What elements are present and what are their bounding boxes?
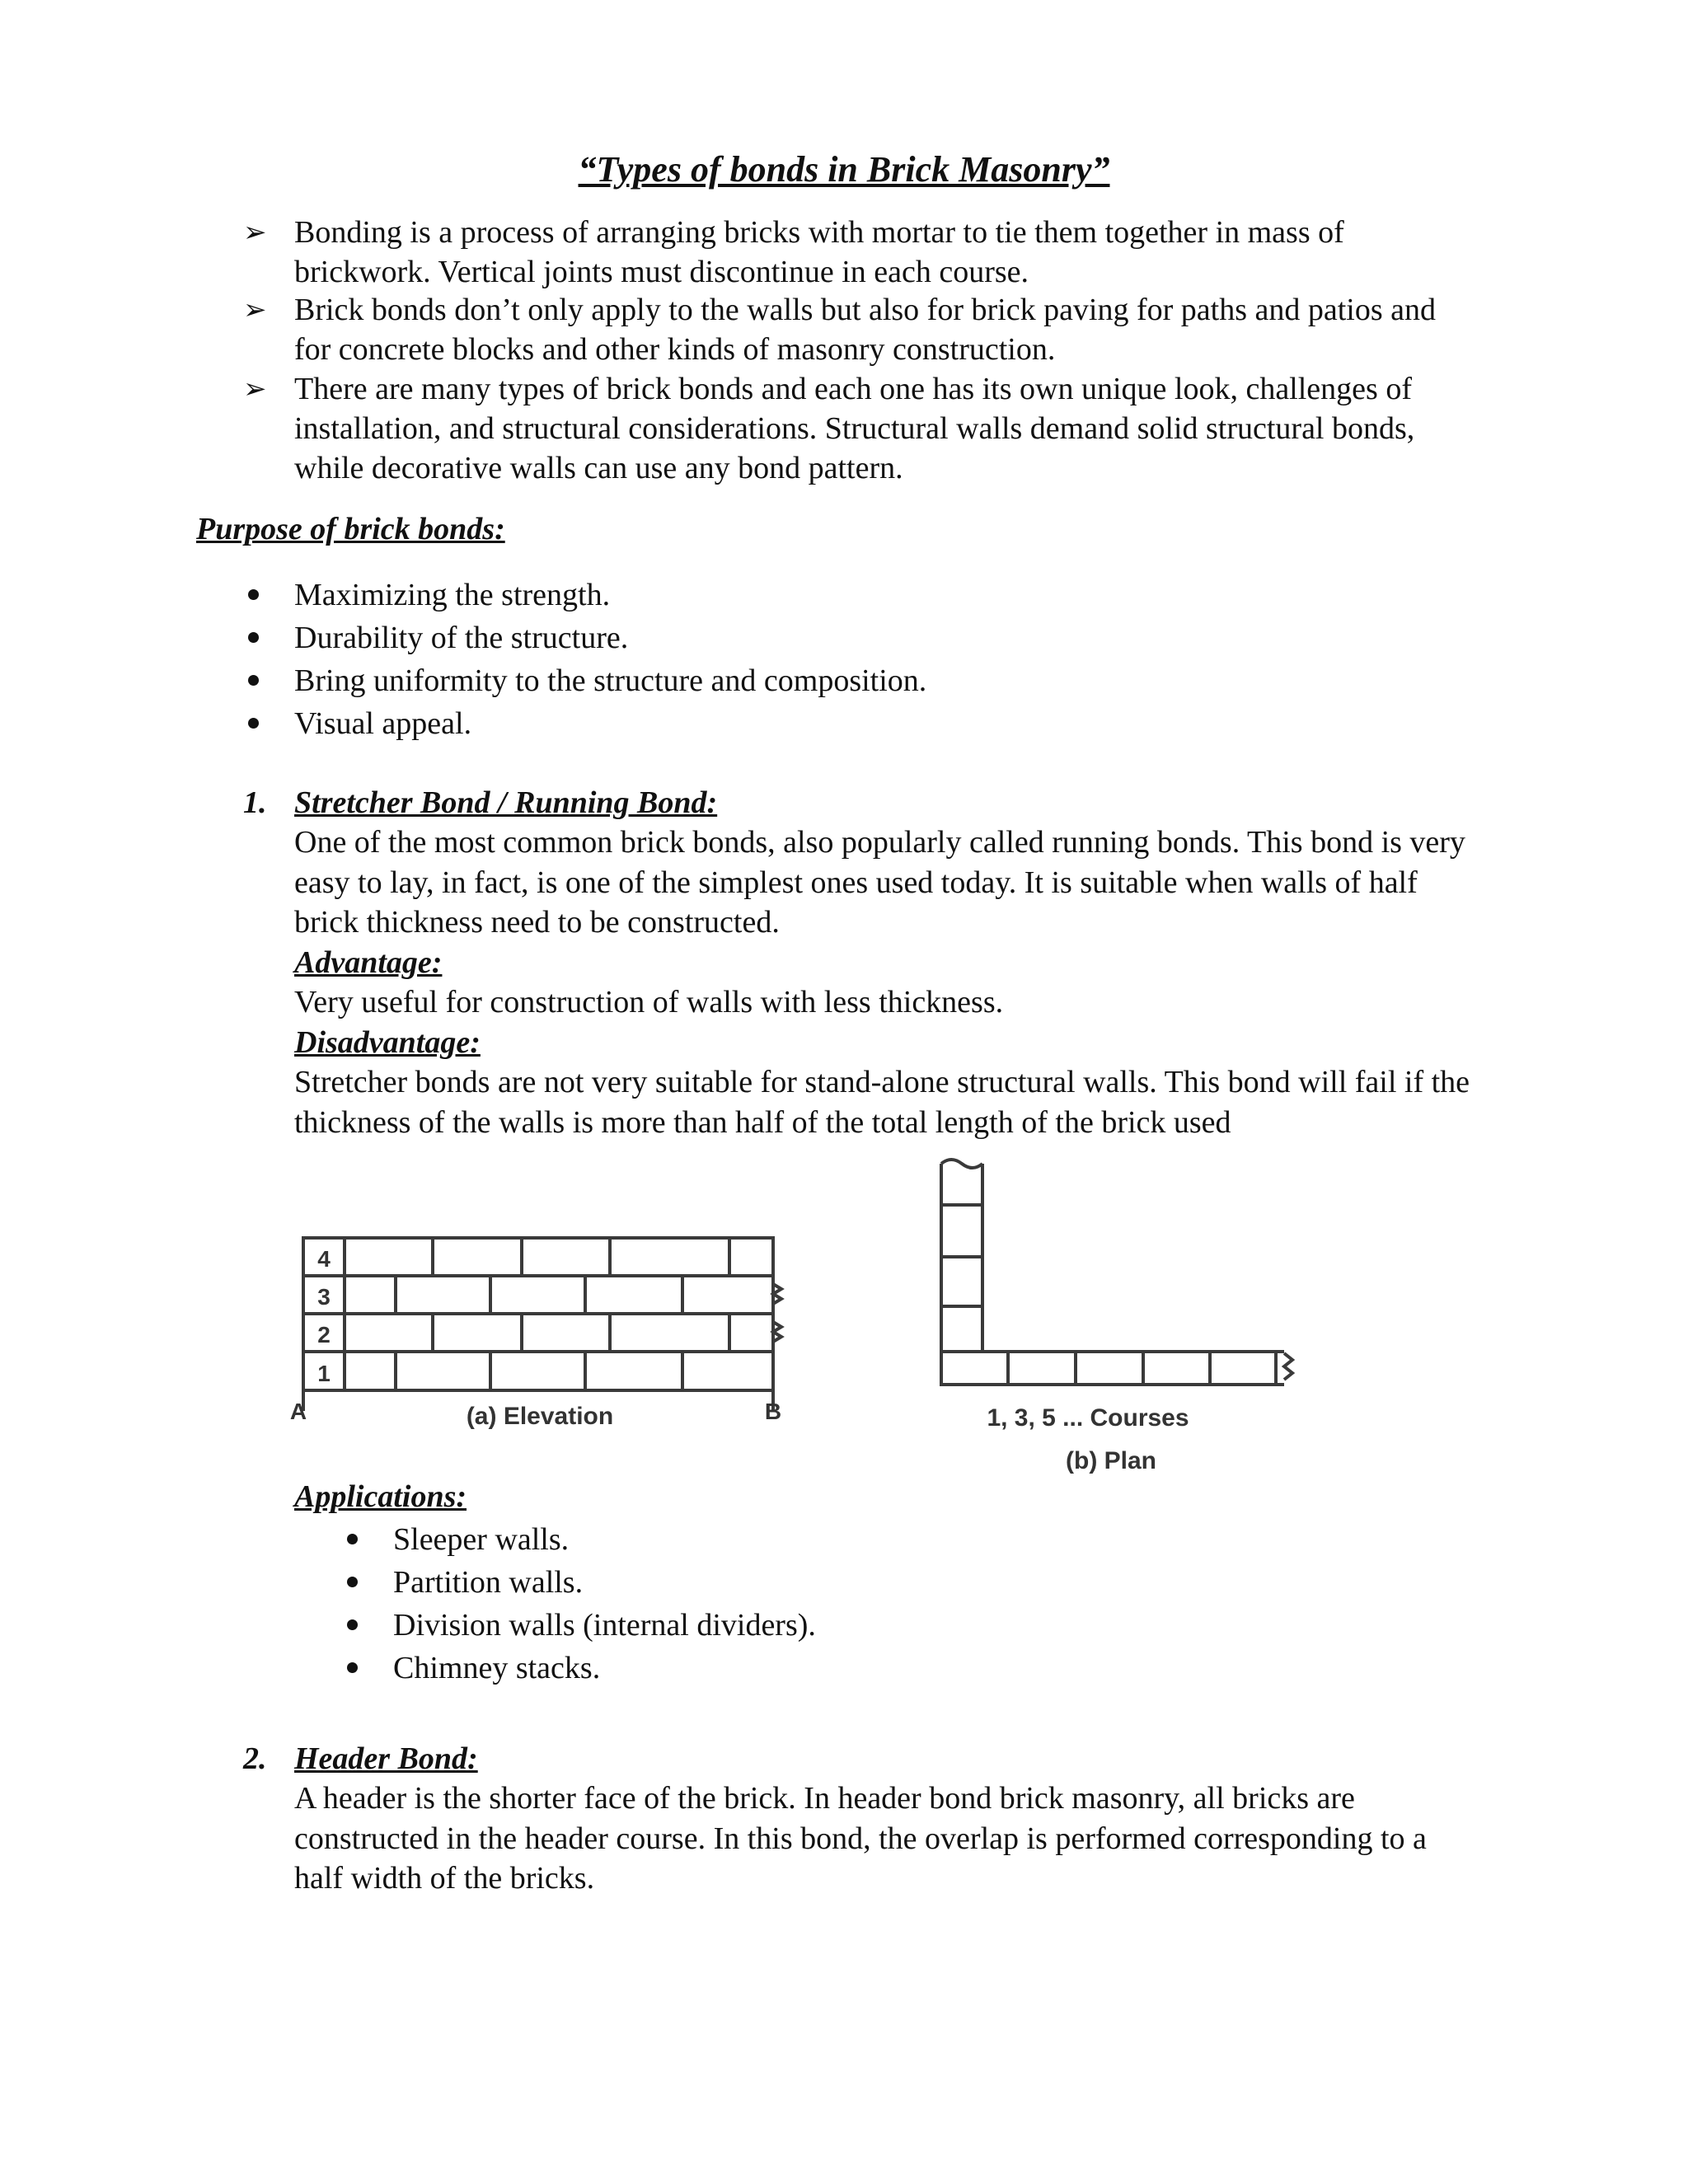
purpose-heading: Purpose of brick bonds: — [196, 512, 505, 546]
page-title: “Types of bonds in Brick Masonry” — [578, 149, 1110, 190]
application-item — [342, 1518, 1331, 1561]
disadvantage-text: Stretcher bonds are not very suitable for stand-alone structural walls. This bond will fail if the thickness of the walls is more than half of the total length of the brick used — [294, 1065, 1470, 1140]
purpose-item-text: Maximizing the strength. — [294, 578, 611, 612]
applications-list — [342, 1518, 1331, 1690]
bullet-dot-icon — [248, 675, 259, 686]
elevation-figure — [288, 1228, 799, 1442]
bullet-dot-icon — [347, 1577, 358, 1587]
intro-bullet-item — [243, 290, 1479, 369]
stretcher-bond-section — [243, 783, 1479, 1142]
course-label: 3 — [317, 1284, 331, 1310]
purpose-item — [243, 574, 1397, 616]
intro-bullet-text: Brick bonds don’t only apply to the walls but also for brick paving for paths and patios and for concrete blocks and other kinds of masonry construction. — [294, 293, 1437, 367]
arrow-bullet-icon: ➢ — [243, 216, 267, 249]
application-item-text: Chimney stacks. — [393, 1651, 601, 1685]
stretcher-bond-description: One of the most common brick bonds, also popularly called running bonds. This bond is very easy to lay, in fact, is one of the simplest ones used today. It is suitable when walls of half brick thickness need to be constructed. — [294, 825, 1465, 940]
end-label-a: A — [289, 1399, 307, 1424]
course-label: 1 — [317, 1361, 331, 1386]
stretcher-bond-heading: Stretcher Bond / Running Bond: — [294, 785, 718, 820]
bullet-dot-icon — [248, 718, 259, 729]
bullet-dot-icon — [347, 1619, 358, 1630]
application-item-text: Division walls (internal dividers). — [393, 1608, 816, 1643]
intro-bullet-item — [243, 369, 1479, 488]
plan-figure — [931, 1146, 1311, 1483]
application-item — [342, 1561, 1331, 1604]
plan-caption: (b) Plan — [1066, 1447, 1156, 1474]
purpose-item-text: Bring uniformity to the structure and composition. — [294, 663, 927, 698]
purpose-list — [243, 574, 1397, 745]
purpose-item — [243, 616, 1397, 659]
section-number: 2. — [243, 1741, 267, 1776]
applications-heading: Applications: — [294, 1479, 467, 1514]
purpose-item — [243, 702, 1397, 745]
header-bond-description: A header is the shorter face of the brick. In header bond brick masonry, all bricks are constructed in the header course. In this bond, the overlap is performed corresponding to a half width of the bricks. — [294, 1781, 1427, 1896]
intro-bullet-item — [243, 213, 1479, 292]
purpose-item-text: Visual appeal. — [294, 706, 472, 741]
application-item-text: Sleeper walls. — [393, 1522, 570, 1557]
advantage-text: Very useful for construction of walls with less thickness. — [294, 985, 1004, 1019]
plan-courses-label: 1, 3, 5 ... Courses — [987, 1404, 1189, 1432]
intro-bullet-text: There are many types of brick bonds and each one has its own unique look, challenges of installation, and structural considerations. Structural walls demand solid structural bonds, while decorative walls can use any bond pattern. — [294, 372, 1415, 485]
section-number: 1. — [243, 785, 267, 820]
application-item-text: Partition walls. — [393, 1565, 584, 1600]
intro-bullet-list — [243, 213, 1479, 488]
advantage-heading: Advantage: — [294, 944, 443, 980]
application-item — [342, 1604, 1331, 1647]
disadvantage-heading: Disadvantage: — [294, 1024, 481, 1060]
arrow-bullet-icon: ➢ — [243, 373, 267, 405]
intro-bullet-text: Bonding is a process of arranging bricks with mortar to tie them together in mass of brickwork. Vertical joints must discontinue in each course. — [294, 215, 1344, 289]
bullet-dot-icon — [347, 1662, 358, 1673]
application-item — [342, 1647, 1331, 1690]
header-bond-section — [243, 1739, 1479, 1899]
elevation-drawing — [288, 1228, 799, 1442]
bullet-dot-icon — [248, 632, 259, 643]
elevation-caption: (a) Elevation — [466, 1403, 614, 1430]
applications-section — [243, 1477, 1479, 1517]
arrow-bullet-icon: ➢ — [243, 293, 267, 326]
header-bond-heading-row — [243, 1739, 1479, 1779]
purpose-item-text: Durability of the structure. — [294, 621, 629, 655]
end-label-b: B — [764, 1399, 782, 1424]
purpose-item — [243, 659, 1397, 702]
header-bond-heading: Header Bond: — [294, 1741, 478, 1776]
bullet-dot-icon — [248, 589, 259, 600]
bullet-dot-icon — [347, 1534, 358, 1544]
stretcher-bond-heading-row — [243, 783, 1479, 823]
plan-drawing — [931, 1146, 1311, 1483]
course-label: 2 — [317, 1322, 331, 1347]
course-label: 4 — [317, 1246, 331, 1272]
